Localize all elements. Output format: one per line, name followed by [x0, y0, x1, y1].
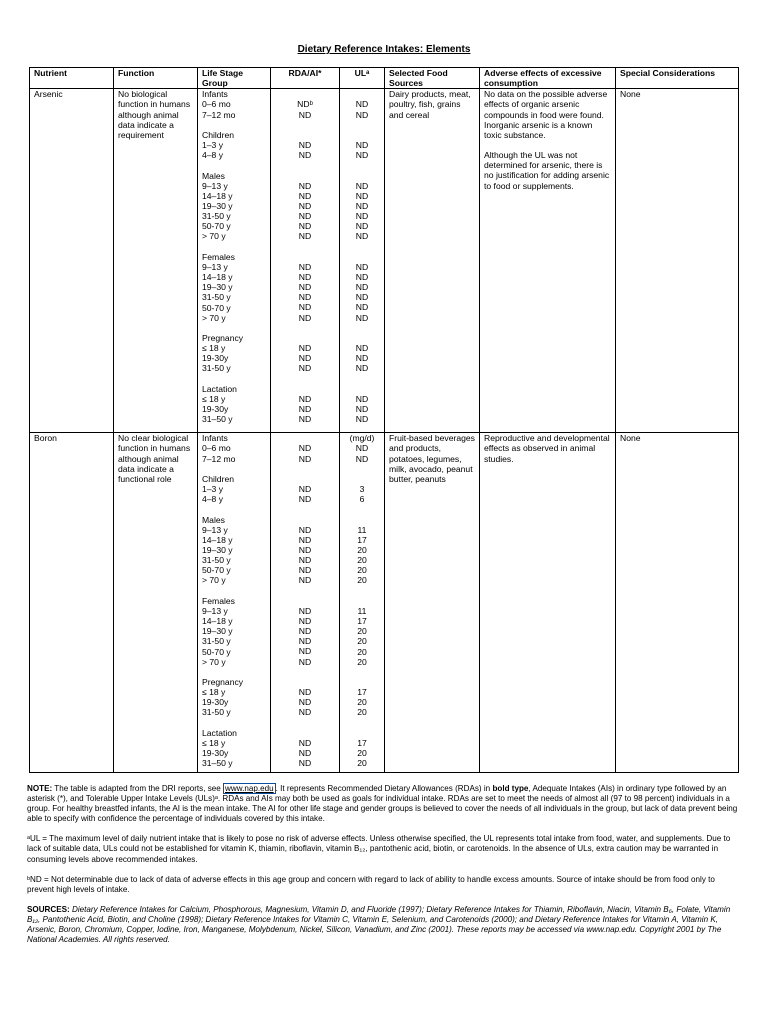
cell-line: Children: [202, 473, 235, 484]
cell-line: ND: [355, 180, 369, 191]
cell-line: [275, 89, 335, 99]
cell-line: ND: [355, 211, 369, 222]
cell-line: [344, 89, 380, 99]
sources-label: SOURCES:: [27, 904, 70, 914]
cell-line: > 70 y: [202, 575, 226, 586]
cell-line: 20: [357, 646, 367, 657]
footnote-nd: ᵇND = Not determinable due to lack of data of adverse effects in this age group and concern with regard to lack of ability to handle excess amounts. Source of intake should be from food only to prevent high levels of intake.: [27, 874, 715, 894]
cell-line: 31–50 y: [202, 414, 233, 425]
cell-line: 3: [359, 484, 365, 495]
cell-line: ND: [298, 211, 312, 222]
cell-line: 50-70 y: [202, 646, 231, 657]
cell-line: [202, 586, 266, 596]
cell-line: ND: [298, 353, 312, 364]
nutrient-cell: Arsenic: [30, 89, 114, 433]
note-bold-text: bold type: [492, 784, 529, 793]
cell-line: ND: [298, 231, 312, 242]
cell-line: ND: [355, 109, 369, 120]
cell-line: 4–8 y: [202, 494, 224, 505]
cell-line: ND: [298, 140, 312, 151]
cell-line: ≤ 18 y: [202, 393, 226, 404]
cell-line: 19-30y: [202, 697, 229, 708]
adverse-effects-cell: [480, 433, 616, 773]
cell-line: 4–8 y: [202, 150, 224, 161]
cell-line: 7–12 mo: [202, 109, 236, 120]
cell-line: 20: [357, 626, 367, 637]
cell-line: ND: [298, 443, 312, 454]
note-label: NOTE:: [27, 784, 53, 793]
sources-text: Dietary Reference Intakes for Calcium, Phosphorous, Magnesium, Vitamin D, and Fluoride (1997); Dietary Reference Intakes for Thiamin, Riboflavin, Niacin, Vitamin B₆, Folate, Vitamin B₁₂, Pantothenic Acid, Biotin, and Choline (1998); Dietary Reference Intakes for Vitamin C, Vitamin E, Selenium, and Carotenoids (2000); and Dietary Reference Intakes for Vitamin A, Vitamin K, Arsenic, Boron, Chromium, Copper, Iodine, Iron, Manganese, Molybdenum, Nickel, Silicon, Vanadium, and Zinc (2001). These reports may be accessed via www.nap.edu. Copyright 2001 by The National Academies. All rights reserved.: [27, 904, 731, 945]
cell-line: ND: [298, 403, 312, 414]
table-row-arsenic: [30, 89, 739, 433]
cell-line: [344, 667, 380, 677]
cell-line: ND: [298, 109, 312, 120]
cell-line: [275, 160, 335, 170]
cell-line: ND: [355, 292, 369, 303]
cell-line: ND: [298, 646, 312, 657]
cell-line: 20: [357, 544, 367, 555]
note-paragraph: [27, 784, 739, 824]
cell-line: ND: [355, 99, 369, 110]
note-text: The table is adapted from the DRI reports, see: [52, 784, 223, 793]
rda-cell: [271, 89, 340, 433]
cell-line: ND: [355, 443, 369, 454]
life-stage-cell: [198, 433, 271, 773]
cell-line: 17: [357, 534, 367, 545]
cell-line: [344, 160, 380, 170]
cell-line: ND: [298, 524, 312, 535]
cell-line: ND: [298, 393, 312, 404]
cell-line: ND: [355, 200, 369, 211]
cell-line: 9–13 y: [202, 180, 228, 191]
cell-line: ND: [355, 302, 369, 313]
cell-line: Pregnancy: [202, 333, 244, 343]
cell-line: ND: [298, 272, 312, 283]
cell-line: [202, 718, 266, 728]
cell-line: 1–3 y: [202, 484, 224, 495]
adverse-effects-cell: [480, 89, 616, 433]
cell-line: 11: [357, 605, 367, 616]
cell-line: ≤ 18 y: [202, 687, 226, 698]
cell-line: Pregnancy: [202, 677, 244, 687]
cell-line: (mg/d): [349, 433, 375, 444]
food-sources-cell: Dairy products, meat, poultry, fish, grains and cereal: [385, 89, 480, 433]
cell-line: ND: [298, 453, 312, 464]
cell-line: [275, 242, 335, 252]
cell-line: 19-30y: [202, 353, 229, 364]
cell-line: ND: [355, 312, 369, 323]
page-title: Dietary Reference Intakes: Elements: [297, 44, 471, 55]
cell-line: [344, 242, 380, 252]
cell-line: [202, 323, 266, 333]
cell-line: [275, 515, 335, 525]
cell-line: ≤ 18 y: [202, 737, 226, 748]
cell-line: [275, 333, 335, 343]
cell-line: 31-50 y: [202, 707, 231, 718]
cell-line: [344, 120, 380, 130]
cell-line: 20: [357, 555, 367, 566]
cell-line: ND: [298, 565, 312, 576]
cell-line: 20: [357, 748, 367, 758]
cell-line: 19-30y: [202, 404, 229, 415]
cell-line: [275, 464, 335, 474]
cell-line: 1–3 y: [202, 140, 224, 151]
cell-line: 7–12 mo: [202, 453, 236, 464]
cell-line: ND: [355, 453, 369, 464]
cell-line: 19-30y: [202, 748, 229, 759]
cell-line: 17: [357, 737, 367, 748]
function-cell: No biological function in humans although animal data indicate a requirement: [114, 89, 198, 433]
cell-line: 50-70 y: [202, 565, 231, 576]
cell-line: [275, 171, 335, 181]
cell-line: ND: [298, 544, 312, 555]
cell-line: 50-70 y: [202, 302, 231, 313]
cell-line: [344, 323, 380, 333]
cell-line: 20: [357, 636, 367, 647]
cell-line: ND: [298, 484, 312, 495]
special-considerations-cell: None: [616, 89, 739, 433]
cell-line: Children: [202, 129, 235, 140]
footnote-ul: ᵃUL = The maximum level of daily nutrient intake that is likely to pose no risk of adverse effects. Unless otherwise specified, the UL represents total intake from food, water, and supplements. Due to lack of suitable data, ULs could not be established for vitamin K, thiamin, riboflavin, vitamin B₁₂, pantothenic acid, biotin, or carotenoids. In the absence of ULs, extra caution may be warranted in consuming levels above recommended intakes.: [27, 834, 731, 864]
food-sources-cell: Fruit-based beverages and products, potatoes, legumes, milk, avocado, peanut butter, peanuts: [385, 433, 480, 773]
cell-line: [344, 374, 380, 384]
cell-line: 20: [357, 575, 367, 586]
cell-line: 20: [357, 565, 367, 576]
cell-line: [275, 596, 335, 606]
cell-line: 20: [357, 758, 367, 769]
cell-line: 50-70 y: [202, 221, 231, 232]
cell-line: ND: [298, 282, 312, 293]
cell-line: Infants: [202, 89, 228, 100]
cell-line: ND: [355, 414, 369, 425]
life-stage-cell: [198, 89, 271, 433]
cell-line: 9–13 y: [202, 605, 228, 616]
cell-line: [275, 586, 335, 596]
cell-line: [344, 333, 380, 343]
cell-line: 6: [359, 494, 365, 505]
cell-line: Lactation: [202, 383, 237, 394]
header-adverse-effects: Adverse effects of excessive consumption: [480, 68, 616, 89]
header-rda: RDA/AI*: [271, 68, 340, 89]
cell-line: [275, 130, 335, 140]
cell-line: 19–30 y: [202, 626, 233, 637]
cell-line: ND: [298, 414, 312, 425]
cell-line: ND: [298, 343, 312, 354]
cell-line: [344, 515, 380, 525]
cell-line: ND: [298, 150, 312, 161]
cell-line: ND: [355, 272, 369, 283]
cell-line: ND: [298, 687, 312, 698]
cell-line: ND: [298, 363, 312, 374]
dri-table: [29, 67, 739, 773]
cell-line: 17: [357, 687, 367, 698]
cell-line: ND: [298, 747, 312, 758]
sources-paragraph: [27, 905, 739, 945]
cell-line: 11: [357, 524, 367, 535]
cell-line: ND: [355, 231, 369, 242]
table-header-row: [30, 68, 739, 89]
cell-line: [344, 384, 380, 394]
cell-line: 9–13 y: [202, 524, 228, 535]
cell-line: [202, 464, 266, 474]
header-nutrient: Nutrient: [30, 68, 114, 89]
cell-line: 0–6 mo: [202, 99, 231, 110]
note-text: . It represents Recommended Dietary Allowances (RDAs) in: [275, 784, 493, 793]
cell-line: [202, 242, 266, 252]
cell-line: 31-50 y: [202, 555, 231, 566]
cell-line: ND: [298, 555, 312, 566]
cell-line: [275, 120, 335, 130]
cell-line: [275, 433, 335, 443]
cell-line: ND: [298, 534, 312, 545]
cell-line: Males: [202, 170, 225, 181]
cell-line: 31-50 y: [202, 636, 231, 647]
cell-line: ND: [298, 626, 312, 637]
notes-section: [27, 784, 739, 955]
cell-line: ND: [298, 707, 312, 718]
cell-line: [202, 160, 266, 170]
cell-line: [344, 130, 380, 140]
adverse-paragraph: No data on the possible adverse effects of organic arsenic compounds in food were found. Inorganic arsenic is a known toxic substance.: [484, 89, 608, 140]
cell-line: [344, 596, 380, 606]
table-row-boron: [30, 433, 739, 773]
cell-line: 31-50 y: [202, 363, 231, 374]
cell-line: [344, 474, 380, 484]
cell-line: [344, 718, 380, 728]
cell-line: ND: [298, 302, 312, 313]
cell-line: Infants: [202, 433, 228, 444]
cell-line: ND: [298, 312, 312, 323]
cell-line: 19–30 y: [202, 545, 233, 555]
cell-line: 14–18 y: [202, 190, 233, 201]
cell-line: ND: [298, 605, 312, 616]
ul-cell: [340, 433, 385, 773]
cell-line: [202, 374, 266, 384]
cell-line: ND: [298, 200, 312, 211]
cell-line: [275, 728, 335, 738]
cell-line: ND: [355, 403, 369, 414]
cell-line: Females: [202, 251, 235, 262]
cell-line: [344, 677, 380, 687]
cell-line: ≤ 18 y: [202, 343, 226, 354]
special-considerations-cell: None: [616, 433, 739, 773]
cell-line: ND: [298, 494, 312, 505]
cell-line: 31-50 y: [202, 211, 231, 222]
cell-line: [275, 718, 335, 728]
cell-line: [344, 586, 380, 596]
cell-line: [275, 474, 335, 484]
cell-line: 31-50 y: [202, 292, 231, 303]
cell-line: 20: [357, 656, 367, 667]
cell-line: [344, 171, 380, 181]
cell-line: 9–13 y: [202, 261, 228, 272]
cell-line: ND: [355, 221, 369, 232]
cell-line: [275, 677, 335, 687]
ul-cell: [340, 89, 385, 433]
cell-line: [275, 384, 335, 394]
cell-line: > 70 y: [202, 231, 226, 242]
cell-line: 19–30 y: [202, 282, 233, 293]
cell-line: ND: [298, 292, 312, 303]
cell-line: [275, 504, 335, 514]
cell-line: ND: [298, 180, 312, 191]
cell-line: ND: [298, 261, 312, 272]
rda-cell: [271, 433, 340, 773]
cell-line: [275, 374, 335, 384]
cell-line: ND: [355, 261, 369, 272]
cell-line: [202, 667, 266, 677]
nutrient-cell: Boron: [30, 433, 114, 773]
cell-line: [275, 323, 335, 333]
cell-line: 31–50 y: [202, 758, 233, 769]
cell-line: ND: [355, 363, 369, 374]
cell-line: 14–18 y: [202, 272, 233, 283]
cell-line: [344, 728, 380, 738]
cell-line: [202, 120, 266, 130]
header-food-sources: Selected Food Sources: [385, 68, 480, 89]
cell-line: ND: [355, 282, 369, 293]
cell-line: [344, 464, 380, 474]
cell-line: ND: [298, 697, 312, 708]
cell-line: ND: [355, 353, 369, 364]
header-ul: ULᵃ: [340, 68, 385, 89]
cell-line: [275, 667, 335, 677]
cell-line: Males: [202, 514, 225, 525]
cell-line: > 70 y: [202, 312, 226, 323]
cell-line: ND: [298, 575, 312, 586]
cell-line: ND: [355, 343, 369, 354]
cell-line: ND: [298, 636, 312, 647]
cell-line: 20: [357, 707, 367, 718]
cell-line: ND: [298, 616, 312, 627]
cell-line: 0–6 mo: [202, 443, 231, 454]
function-cell: No clear biological function in humans although animal data indicate a functional role: [114, 433, 198, 773]
note-text: , Adequate Intakes (AIs) in ordinary type followed by an asterisk (*), and Tolerable Upper Intake Levels (ULs)ᵃ. RDAs and AIs may both be used as goals for individual intake. RDAs are set to meet the needs of almost all (97 to 98 percent) individuals in a group. For healthy breastfed infants, the AI is the mean intake. The AI for other life stage and gender groups is believed to cover the needs of all individuals in the group, but lack of data prevent being able to specify with confidence the percentage of individuals covered by this intake.: [27, 784, 738, 824]
adverse-paragraph: Although the UL was not determined for arsenic, there is no justification for adding arsenic to food or supplements.: [484, 150, 610, 191]
cell-line: ND: [298, 758, 312, 769]
cell-line: ND: [355, 140, 369, 151]
cell-line: [344, 252, 380, 262]
cell-line: NDᵇ: [297, 99, 313, 110]
cell-line: 20: [357, 697, 367, 708]
header-life-stage: Life Stage Group: [198, 68, 271, 89]
header-special-considerations: Special Considerations: [616, 68, 739, 89]
cell-line: ND: [355, 190, 369, 201]
cell-line: > 70 y: [202, 656, 226, 667]
nap-link[interactable]: www.nap.edu: [225, 784, 274, 793]
cell-line: Lactation: [202, 727, 237, 738]
cell-line: [275, 252, 335, 262]
cell-line: ND: [355, 393, 369, 404]
cell-line: ND: [298, 190, 312, 201]
cell-line: [344, 504, 380, 514]
cell-line: ND: [298, 221, 312, 232]
cell-line: 14–18 y: [202, 534, 233, 545]
header-function: Function: [114, 68, 198, 89]
cell-line: ND: [355, 150, 369, 161]
cell-line: ND: [298, 656, 312, 667]
cell-line: 17: [357, 616, 367, 627]
cell-line: ND: [298, 737, 312, 748]
cell-line: Females: [202, 595, 235, 606]
cell-line: [202, 504, 266, 514]
cell-line: 14–18 y: [202, 616, 233, 627]
adverse-paragraph: Reproductive and developmental effects as observed in animal studies.: [484, 433, 610, 464]
cell-line: 19–30 y: [202, 201, 233, 211]
